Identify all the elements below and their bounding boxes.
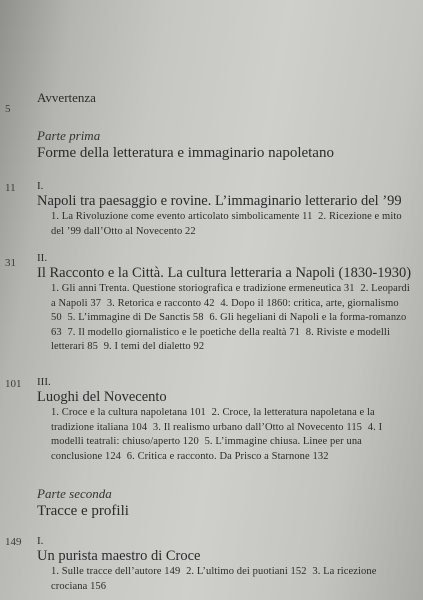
section-item: 4. I modelli teatrali: chiuso/aperto 120 <box>51 421 383 447</box>
page-number: 31 <box>5 257 16 269</box>
part-label: Parte prima <box>37 128 101 143</box>
section-item: 2. Ricezione e mito del ’99 dall’Otto al Novecento 22 <box>51 211 402 237</box>
section-item: 6. Gli hegeliani di Napoli e la forma-romanzo 63 <box>51 312 407 338</box>
chapter-number: I. <box>37 180 44 192</box>
part-title: Tracce e profili <box>37 503 129 519</box>
section-item: 1. Sulle tracce dell’autore 149 <box>51 566 181 577</box>
section-item: 2. Leopardi a Napoli 37 <box>51 283 410 309</box>
page-number: 149 <box>5 536 22 548</box>
avvertenza-entry: Avvertenza <box>37 90 96 105</box>
section-item: 7. Il modello giornalistico e le poetiche della realtà 71 <box>67 326 300 338</box>
section-item: 1. Croce e la cultura napoletana 101 <box>51 407 206 418</box>
chapter-entry <box>37 535 415 594</box>
section-item: 3. Retorica e racconto 42 <box>106 297 215 309</box>
section-item: 3. Il realismo urbano dall’Otto al Novecento 115 <box>152 421 363 433</box>
section-item: 1. Gli anni Trenta. Questione storiografica e tradizione ermeneutica 31 <box>51 283 355 294</box>
section-item: 4. Dopo il 1860: critica, arte, giornalismo 50 <box>51 297 399 323</box>
chapter-sections <box>37 210 415 239</box>
part-title: Forme della letteratura e immaginario napoletano <box>37 145 334 161</box>
section-item: 8. Riviste e modelli letterari 85 <box>51 326 390 352</box>
section-item: 6. Critica e racconto. Da Prisco a Starnone 132 <box>126 450 329 462</box>
part-label: Parte seconda <box>37 486 112 501</box>
section-item: 3. La ricezione crociana 156 <box>51 566 377 592</box>
part-heading <box>37 128 415 162</box>
chapter-sections <box>37 565 415 594</box>
page-number: 101 <box>5 378 22 390</box>
chapter-entry <box>37 180 415 239</box>
section-item: 2. Croce, la letteratura napoletana e la tradizione italiana 104 <box>51 407 375 433</box>
chapter-entry <box>37 376 415 464</box>
page-number: 5 <box>5 103 11 115</box>
chapter-sections <box>37 282 415 355</box>
section-item: 2. L’ultimo dei puotiani 152 <box>186 566 307 577</box>
part-heading <box>37 486 415 520</box>
section-item: 1. La Rivoluzione come evento articolato simbolicamente 11 <box>51 211 313 222</box>
chapter-title: Luoghi del Novecento <box>37 389 167 405</box>
page-number: 11 <box>5 182 16 194</box>
chapter-number: III. <box>37 376 51 388</box>
chapter-number: II. <box>37 252 48 264</box>
section-item: 5. L’immagine di De Sanctis 58 <box>67 312 204 323</box>
chapter-title: Un purista maestro di Croce <box>37 548 201 564</box>
chapter-sections <box>37 406 415 464</box>
chapter-title: Napoli tra paesaggio e rovine. L’immaginario letterario del ’99 <box>37 193 402 209</box>
chapter-number: I. <box>37 535 44 547</box>
chapter-title: Il Racconto e la Città. La cultura letteraria a Napoli (1830-1930) <box>37 265 412 281</box>
chapter-entry <box>37 252 415 355</box>
section-item: 9. I temi del dialetto 92 <box>103 341 205 352</box>
section-item: 5. L’immagine chiusa. Linee per una conclusione 124 <box>51 436 362 462</box>
